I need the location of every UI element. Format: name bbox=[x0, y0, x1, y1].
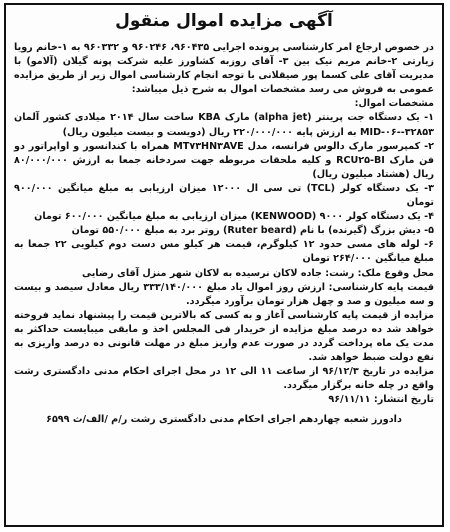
item-1: ۱- یک دستگاه جت پرینتر (alpha jet) مارک KBA ساخت سال ۲۰۱۴ میلادی کشور آلمان ۳۲۸۵۳--۰۶-MID به ارزش پایه ۲۲۰/۰۰۰/۰۰۰ ریال (دویست و بیست میلیون ریال) bbox=[14, 112, 434, 138]
notice-title: آگهی مزایده اموال منقول bbox=[115, 11, 333, 31]
notice-frame bbox=[4, 3, 444, 527]
signature-line: دادورز شعبه چهاردهم اجرای احکام مدنی دادگستری رشت ر/م /الف/ث ۶۵۹۹ bbox=[46, 414, 402, 426]
notice-body bbox=[14, 41, 434, 517]
item-6: ۶- لوله های مسی حدود ۱۲ کیلوگرم، قیمت هر کیلو مس دست دوم کیلویی ۲۲ جمعا به مبلغ میانگین ۲۶۴/۰۰۰ تومان bbox=[14, 239, 434, 265]
terms-text: مزایده از قیمت پایه کارشناسی آغاز و به کسی که بالاترین قیمت را پیشنهاد نماید فروخته خواهد شد ده درصد مبلغ مزایده از خریدار فی المجلس اخذ و مابقی میبایست حداکثر به مدت یک ماه پرداخت گردد در صورت عدم واریز مبلغ در مهلت قانونی ده درصد واریزی به نفع دولت ضبط خواهد شد. bbox=[14, 309, 434, 364]
schedule-text: مزایده در تاریخ ۹۶/۱۲/۳ از ساعت ۱۱ الی ۱۲ در محل اجرای احکام مدنی دادگستری رشت واقع در چله خانه برگزار میگردد. bbox=[14, 366, 435, 392]
item-5: ۵- دیش بزرگ (گیرنده) با نام (Ruter beard) روتر برد به مبلغ ۵۵۰/۰۰۰ تومان bbox=[71, 225, 434, 237]
publish-date: تاریخ انتشار: ۹۶/۱۱/۱۱ bbox=[328, 394, 434, 406]
item-2: ۲- کمپرسور مارک دالوس فرانسه، مدل MT۷۳HN۳AVE همراه با کندانسور و اواپراتور دو فن مارک RCU۲۵-BI و کلیه ملحقات مربوطه جهت سردخانه جمعا به ارزش ۸۰/۰۰۰/۰۰۰ ریال (هشتاد میلیون ریال) bbox=[14, 140, 434, 180]
item-4: ۴- یک دستگاه کولر ۹۰۰۰ (KENWOOD) میزان ارزیابی به مبلغ میانگین ۶۰۰/۰۰۰ تومان bbox=[34, 211, 434, 223]
item-3: ۳- یک دستگاه کولر (TCL) تی سی ال ۱۲۰۰۰ میزان ارزیابی به مبلغ میانگین ۹۰۰/۰۰۰ تومان bbox=[14, 182, 435, 209]
base-price-text: قیمت پایه کارشناسی: ارزش روز اموال یاد مبلغ ۳۳۳/۱۴۰/۰۰۰ ریال معادل سیصد و بیست و سه میلیون و صد و چهل هزار تومان برآورد میگردد. bbox=[14, 281, 434, 307]
specs-heading: مشخصات اموال: bbox=[354, 98, 434, 110]
notice-intro: در خصوص ارجاع امر کارشناسی پرونده اجرایی ۹۶۰۴۳۵، ۹۶۰۲۴۶ و ۹۶۰۳۳۲ به ۱-خانم رویا زیارتی ۲-خانم مریم نیک بین ۳- آقای روزبه کشاورز علیه شرکت پونه گیلان (آلامو) با مدیریت آقای علی کسما پور صیقلانی با توجه انجام کارشناسی اموال زیر از طریق مزایده عمومی به فروش می رسد مشخصات اموال به شرح ذیل میباشد: bbox=[14, 42, 434, 96]
location-text: محل وقوع ملک: رشت: جاده لاکان نرسیده به لاکان شهر منزل آقای رضایی bbox=[81, 267, 434, 279]
